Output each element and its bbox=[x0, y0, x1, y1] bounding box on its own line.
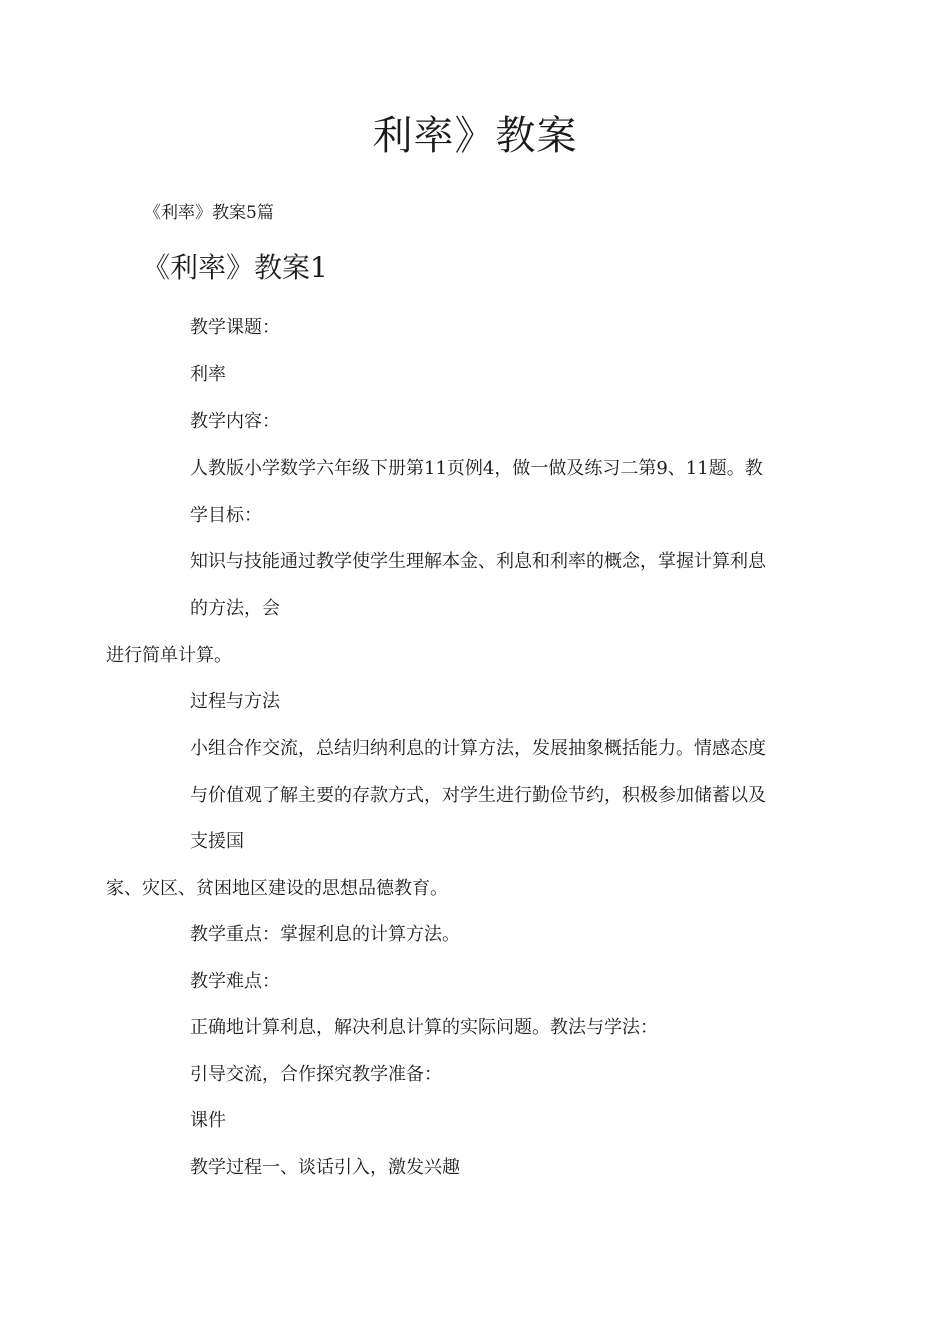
paragraph-line: 知识与技能通过教学使学生理解本金、利息和利率的概念，掌握计算利息 bbox=[190, 551, 766, 572]
paragraph-line: 进行简单计算。 bbox=[106, 645, 232, 666]
document-title: 利率》教案 bbox=[372, 113, 578, 159]
paragraph-line: 人教版小学数学六年级下册第11页例4，做一做及练习二第9、11题。教 bbox=[190, 458, 763, 479]
paragraph-line: 正确地计算利息，解决利息计算的实际问题。教法与学法： bbox=[190, 1017, 658, 1038]
paragraph-line: 课件 bbox=[190, 1110, 226, 1131]
paragraph-line: 教学重点：掌握利息的计算方法。 bbox=[190, 924, 460, 945]
paragraph-line: 利率 bbox=[190, 364, 226, 385]
paragraph-line: 教学内容： bbox=[190, 411, 280, 432]
paragraph-line: 与价值观了解主要的存款方式，对学生进行勤俭节约，积极参加储蓄以及 bbox=[190, 785, 766, 806]
paragraph-line: 教学难点： bbox=[190, 971, 280, 992]
paragraph-line: 教学过程一、谈话引入，激发兴趣 bbox=[190, 1157, 460, 1178]
paragraph-line: 小组合作交流，总结归纳利息的计算方法，发展抽象概括能力。情感态度 bbox=[190, 738, 766, 759]
paragraph-line: 过程与方法 bbox=[190, 691, 280, 712]
paragraph-line: 学目标： bbox=[190, 505, 262, 526]
paragraph-line: 引导交流，合作探究教学准备： bbox=[190, 1064, 442, 1085]
paragraph-line: 支援国 bbox=[190, 831, 244, 852]
document-subtitle: 《利率》教案5篇 bbox=[144, 203, 274, 223]
section-heading: 《利率》教案1 bbox=[142, 251, 328, 284]
paragraph-line: 家、灾区、贫困地区建设的思想品德教育。 bbox=[106, 878, 448, 899]
paragraph-line: 的方法，会 bbox=[190, 598, 280, 619]
paragraph-line: 教学课题： bbox=[190, 317, 280, 338]
